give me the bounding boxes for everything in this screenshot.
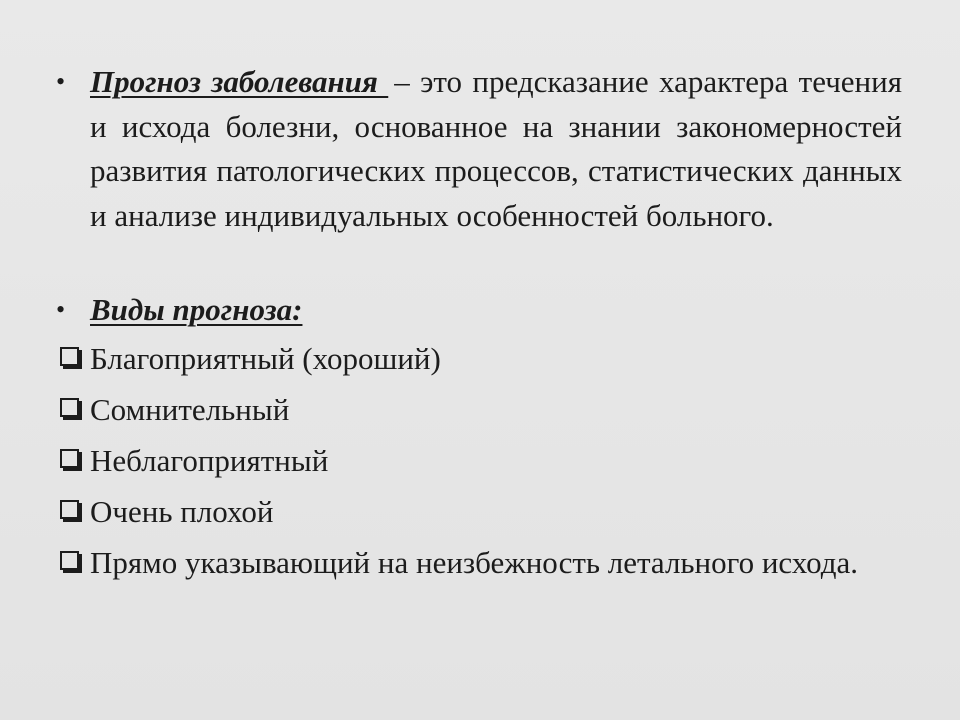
list-item bbox=[60, 388, 902, 433]
checkbox-square-icon bbox=[60, 449, 79, 468]
checkbox-square-icon bbox=[60, 347, 79, 366]
types-heading-bullet bbox=[56, 288, 902, 333]
checkbox-square-icon bbox=[60, 398, 79, 417]
list-item bbox=[60, 337, 902, 382]
list-item bbox=[60, 541, 902, 586]
list-item-label: Прямо указывающий на неизбежность летального исхода. bbox=[90, 545, 858, 580]
bullet-dot-icon: • bbox=[56, 67, 66, 96]
list-item-label: Благоприятный (хороший) bbox=[90, 341, 441, 376]
types-heading bbox=[90, 288, 902, 333]
types-heading-text: Виды прогноза: bbox=[90, 292, 303, 327]
checkbox-square-icon bbox=[60, 551, 79, 570]
list-item-label: Сомнительный bbox=[90, 392, 290, 427]
definition-dash: – bbox=[394, 64, 410, 99]
definition-bullet bbox=[56, 60, 902, 238]
list-item bbox=[60, 490, 902, 535]
definition-paragraph bbox=[90, 60, 902, 238]
list-item-label: Неблагоприятный bbox=[90, 443, 329, 478]
bullet-dot-icon: • bbox=[56, 295, 66, 324]
definition-text: это предсказание характера течения и исхода болезни, основанное на знании закономерностей развития патологических процессов, статистических данных и анализе индивидуальных особенностей больного. bbox=[90, 64, 902, 233]
list-item bbox=[60, 439, 902, 484]
definition-term: Прогноз заболевания bbox=[90, 64, 389, 99]
list-item-label: Очень плохой bbox=[90, 494, 274, 529]
checkbox-square-icon bbox=[60, 500, 79, 519]
